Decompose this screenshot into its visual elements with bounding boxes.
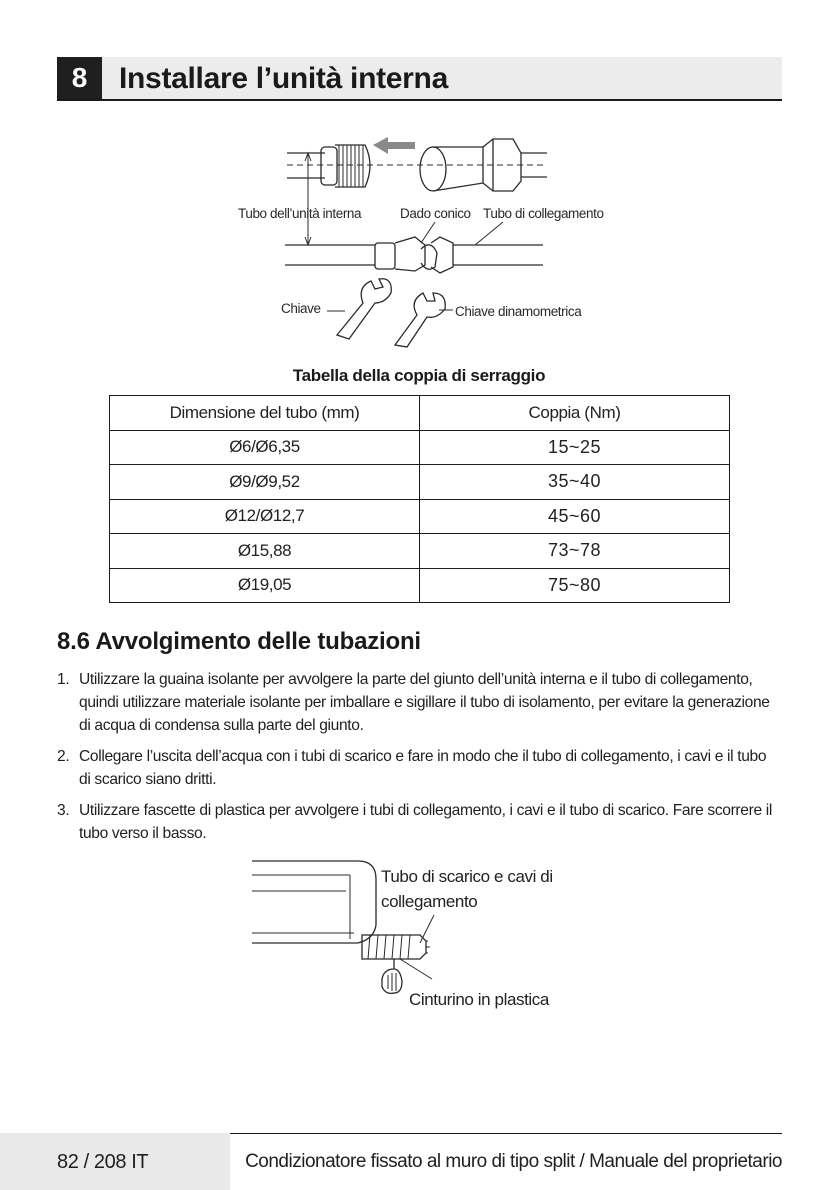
label-wrench: Chiave <box>281 301 321 316</box>
table-header-row <box>110 396 730 431</box>
pipe-size-cell: Ø6/Ø6,35 <box>110 430 420 465</box>
label-flare-nut: Dado conico <box>400 206 471 221</box>
torque-cell: 35~40 <box>420 465 730 500</box>
pipe-connection-figure <box>225 125 615 350</box>
torque-cell: 15~25 <box>420 430 730 465</box>
table-row <box>110 499 730 534</box>
list-item <box>57 745 777 791</box>
step-text: Utilizzare fascette di plastica per avvolgere i tubi di collegamento, i cavi e il tubo di scarico. Fare scorrere il tubo verso il basso. <box>79 802 772 842</box>
page-number: 82 / 208 IT <box>57 1151 149 1173</box>
document-title: Condizionatore fissato al muro di tipo split / Manuale del proprietario <box>245 1151 782 1172</box>
table-row <box>110 465 730 500</box>
label-torque-wrench: Chiave dinamometrica <box>455 304 582 319</box>
label-drain-cables-line2: collegamento <box>381 892 478 911</box>
header-pipe-size: Dimensione del tubo (mm) <box>110 396 420 431</box>
section-number: 8 <box>57 57 102 99</box>
step-text: Collegare l’uscita dell’acqua con i tubi di scarico e fare in modo che il tubo di collegamento, i cavi e il tubo di scarico siano dritti. <box>79 748 767 788</box>
step-number: 3. <box>57 802 70 819</box>
pipe-size-cell: Ø9/Ø9,52 <box>110 465 420 500</box>
page-footer <box>0 1133 838 1190</box>
step-text: Utilizzare la guaina isolante per avvolgere la parte del giunto dell’unità interna e il tubo di collegamento, quindi utilizzare materiale isolante per imballare e sigillare il tubo di isolamento, per evitare la generazione di acqua di condensa sulla parte del giunto. <box>79 671 770 734</box>
label-drain-cables-line1: Tubo di scarico e cavi di <box>381 867 553 886</box>
wrapping-figure <box>250 855 590 1020</box>
table-row <box>110 430 730 465</box>
header-torque: Coppia (Nm) <box>420 396 730 431</box>
label-indoor-pipe: Tubo dell’unità interna <box>238 206 362 221</box>
pipe-size-cell: Ø12/Ø12,7 <box>110 499 420 534</box>
label-connecting-pipe: Tubo di collegamento <box>483 206 604 221</box>
pipe-size-cell: Ø19,05 <box>110 568 420 603</box>
torque-cell: 45~60 <box>420 499 730 534</box>
section-title: 8.6 Avvolgimento delle tubazioni <box>57 628 421 655</box>
section-header <box>57 57 782 101</box>
torque-cell: 75~80 <box>420 568 730 603</box>
torque-cell: 73~78 <box>420 534 730 569</box>
list-item <box>57 799 777 845</box>
steps-list <box>57 668 777 853</box>
table-row <box>110 534 730 569</box>
list-item <box>57 668 777 737</box>
step-number: 2. <box>57 748 70 765</box>
table-caption: Tabella della coppia di serraggio <box>292 366 546 385</box>
table-row <box>110 568 730 603</box>
label-drain-cables <box>381 864 553 914</box>
pipe-size-cell: Ø15,88 <box>110 534 420 569</box>
footer-rule <box>230 1133 782 1134</box>
page-title: Installare l’unità interna <box>119 62 448 95</box>
step-number: 1. <box>57 671 70 688</box>
torque-table <box>109 395 730 603</box>
label-plastic-strap: Cinturino in plastica <box>409 990 549 1009</box>
